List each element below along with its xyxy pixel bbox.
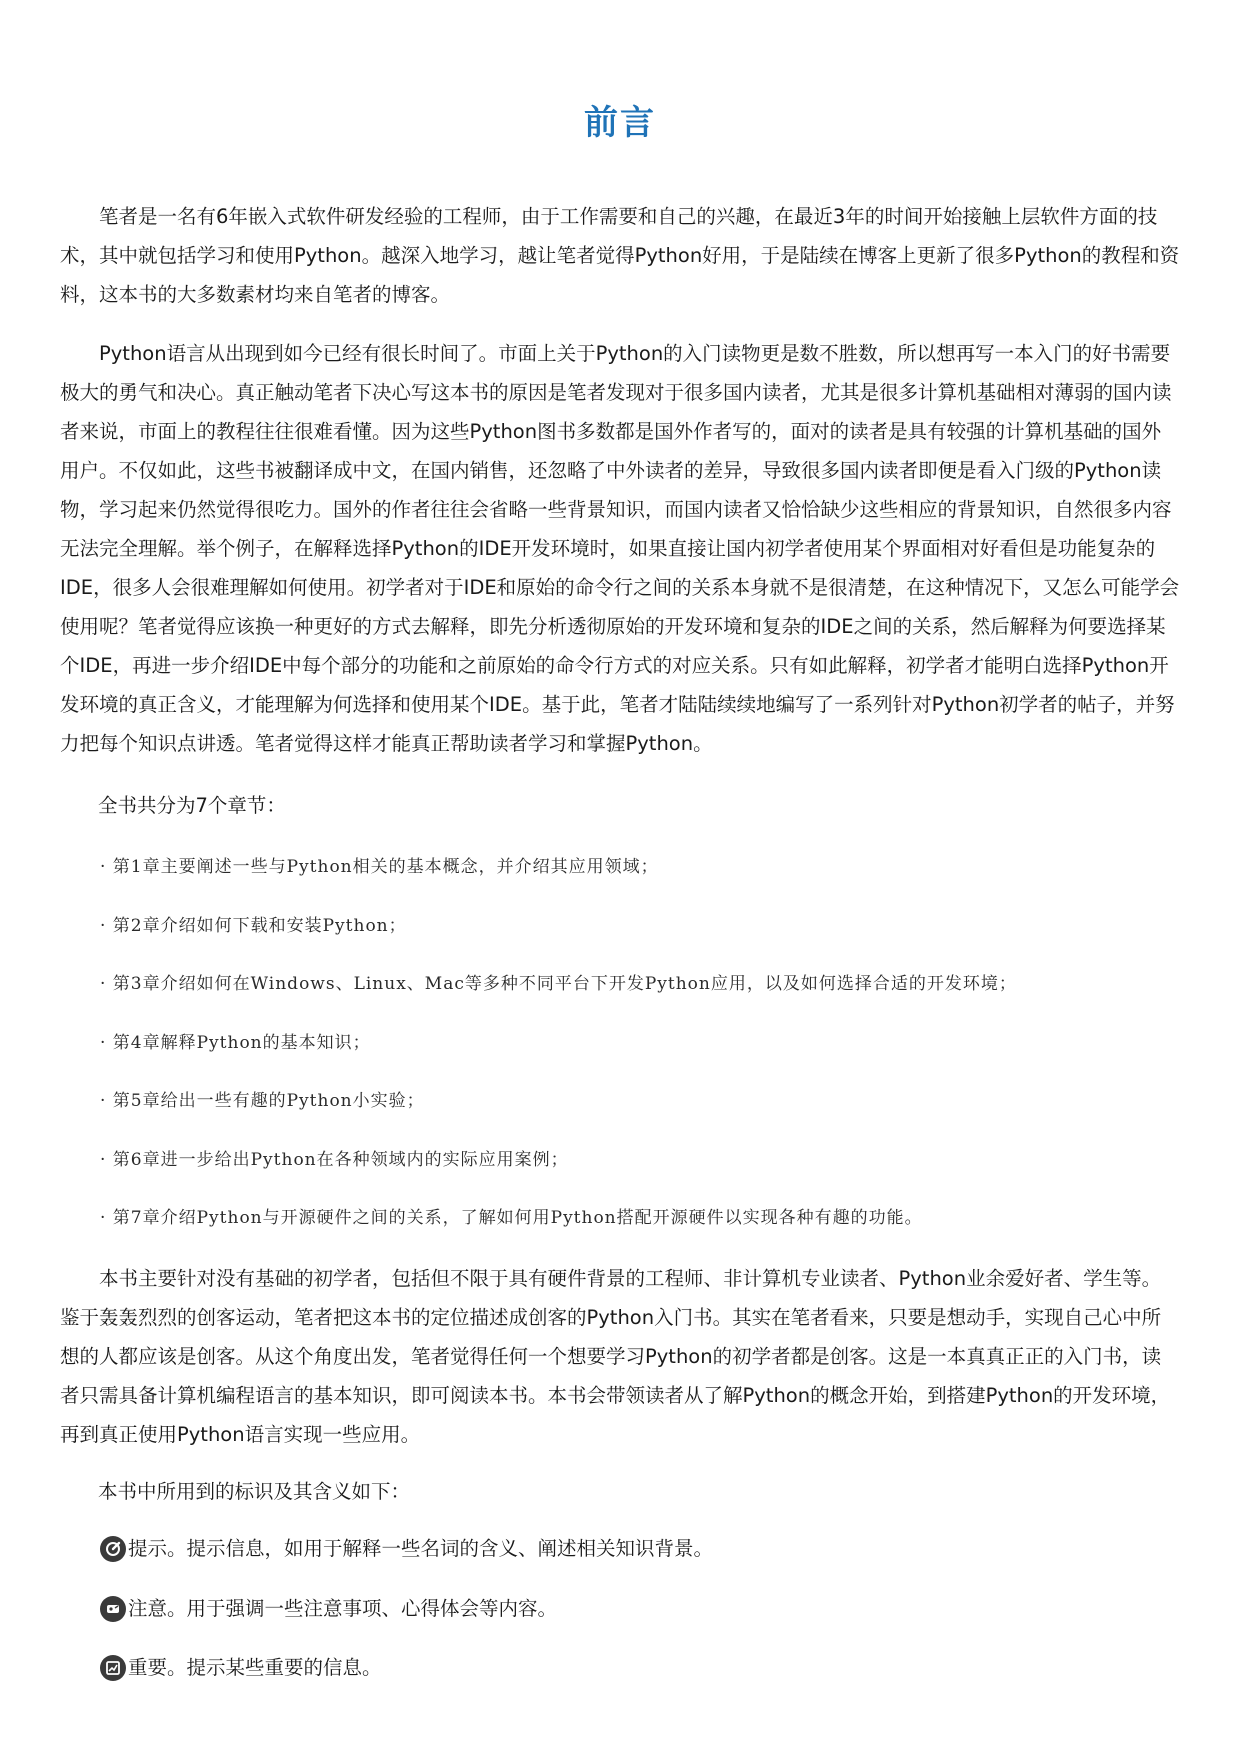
note-icon — [100, 1596, 126, 1622]
mark-important-text: 重要。提示某些重要的信息。 — [128, 1656, 382, 1679]
chapter-list — [100, 852, 1160, 1262]
chapters-intro: 全书共分为7个章节： — [98, 794, 286, 817]
paragraph-motivation: Python语言从出现到如今已经有很长时间了。市面上关于Python的入门读物更是数不胜数，所以想再写一本入门的好书需要极大的勇气和决心。真正触动笔者下决心写这本书的原因是笔者发现对于很多国内读者，尤其是很多计算机基础相对薄弱的国内读者来说，市面上的教程往往很难看懂。因为这些Python图书多数都是国外作者写的，面对的读者是具有较强的计算机基础的国外用户。不仅如此，这些书被翻译成中文，在国内销售，还忽略了中外读者的差异，导致很多国内读者即便是看入门级的Python读物，学习起来仍然觉得很吃力。国外的作者往往会省略一些背景知识，而国内读者又恰恰缺少这些相应的背景知识，自然很多内容无法完全理解。举个例子，在解释选择Python的IDE开发环境时，如果直接让国内初学者使用某个界面相对好看但是功能复杂的IDE，很多人会很难理解如何使用。初学者对于IDE和原始的命令行之间的关系本身就不是很清楚，在这种情况下，又怎么可能学会使用呢？笔者觉得应该换一种更好的方式去解释，即先分析透彻原始的开发环境和复杂的IDE之间的关系，然后解释为何要选择某个IDE，再进一步介绍IDE中每个部分的功能和之前原始的命令行方式的对应关系。只有如此解释，初学者才能明白选择Python开发环境的真正含义，才能理解为何选择和使用某个IDE。基于此，笔者才陆陆续续地编写了一系列针对Python初学者的帖子，并努力把每个知识点讲透。笔者觉得这样才能真正帮助读者学习和掌握Python。 — [60, 342, 1180, 755]
marks-intro: 本书中所用到的标识及其含义如下： — [98, 1480, 411, 1503]
chapter-item-6: · 第6章进一步给出Python在各种领域内的实际应用案例； — [100, 1149, 569, 1170]
mark-important — [100, 1653, 382, 1683]
mark-tip-text: 提示。提示信息，如用于解释一些名词的含义、阐述相关知识背景。 — [128, 1537, 714, 1560]
mark-note-text: 注意。用于强调一些注意事项、心得体会等内容。 — [128, 1597, 558, 1620]
important-icon — [100, 1655, 126, 1681]
mark-tip — [100, 1534, 713, 1564]
tip-icon — [100, 1536, 126, 1562]
page-title: 前言 — [584, 102, 656, 143]
chapter-item-4: · 第4章解释Python的基本知识； — [100, 1032, 371, 1053]
chapter-item-1: · 第1章主要阐述一些与Python相关的基本概念，并介绍其应用领域； — [100, 857, 659, 877]
chapter-item-3: · 第3章介绍如何在Windows、Linux、Mac等多种不同平台下开发Python应用，以及如何选择合适的开发环境； — [100, 974, 1017, 994]
paragraph-audience: 本书主要针对没有基础的初学者，包括但不限于具有硬件背景的工程师、非计算机专业读者、Python业余爱好者、学生等。鉴于轰轰烈烈的创客运动，笔者把这本书的定位描述成创客的Python入门书。其实在笔者看来，只要是想动手，实现自己心中所想的人都应该是创客。从这个角度出发，笔者觉得任何一个想要学习Python的初学者都是创客。这是一本真真正正的入门书，读者只需具备计算机编程语言的基本知识，即可阅读本书。本书会带领读者从了解Python的概念开始，到搭建Python的开发环境，再到真正使用Python语言实现一些应用。 — [60, 1267, 1171, 1446]
chapter-item-2: · 第2章介绍如何下载和安装Python； — [100, 915, 407, 936]
mark-note — [100, 1594, 557, 1624]
chapter-item-5: · 第5章给出一些有趣的Python小实验； — [100, 1091, 425, 1111]
chapter-item-7: · 第7章介绍Python与开源硬件之间的关系，了解如何用Python搭配开源硬件以实现各种有趣的功能。 — [100, 1208, 923, 1228]
paragraph-author-background: 笔者是一名有6年嵌入式软件研发经验的工程师，由于工作需要和自己的兴趣，在最近3年的时间开始接触上层软件方面的技术，其中就包括学习和使用Python。越深入地学习，越让笔者觉得Python好用，于是陆续在博客上更新了很多Python的教程和资料，这本书的大多数素材均来自笔者的博客。 — [60, 205, 1180, 306]
